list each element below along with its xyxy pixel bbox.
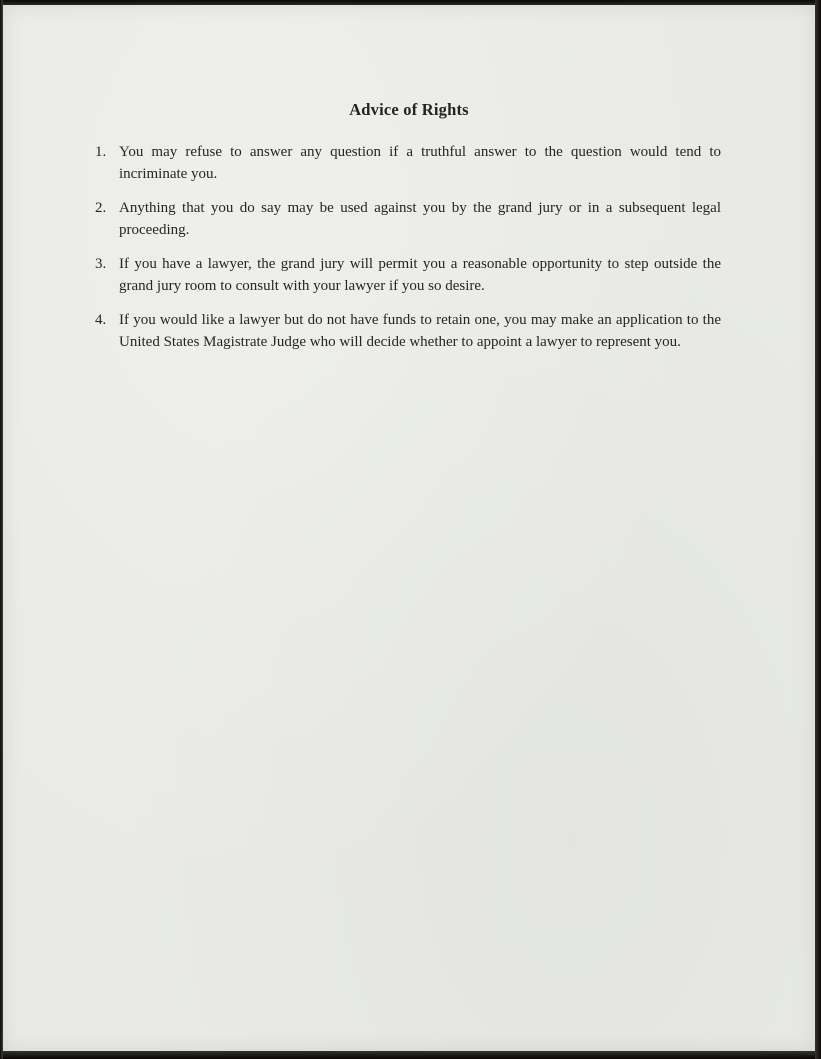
advice-list [3, 141, 721, 353]
item-number: 3. [95, 256, 107, 272]
list-item [95, 197, 721, 241]
scan-edge-bottom [0, 1051, 821, 1059]
item-text: If you have a lawyer, the grand jury will permit you a reasonable opportunity to step outside the grand jury room to consult with your lawyer if you so desire. [119, 256, 721, 294]
list-item [95, 309, 721, 353]
item-text: You may refuse to answer any question if a truthful answer to the question would tend to incriminate you. [119, 144, 721, 182]
list-item [95, 141, 721, 185]
item-number: 4. [95, 312, 107, 328]
document-title: Advice of Rights [349, 100, 469, 119]
scan-edge-right [815, 0, 821, 1059]
document-page [3, 5, 815, 1051]
item-number: 1. [95, 144, 107, 160]
item-text: If you would like a lawyer but do not have funds to retain one, you may make an application to the United States Magistrate Judge who will decide whether to appoint a lawyer to represent you. [119, 312, 721, 350]
item-number: 2. [95, 200, 107, 216]
item-text: Anything that you do say may be used against you by the grand jury or in a subsequent legal proceeding. [119, 200, 721, 238]
list-item [95, 253, 721, 297]
